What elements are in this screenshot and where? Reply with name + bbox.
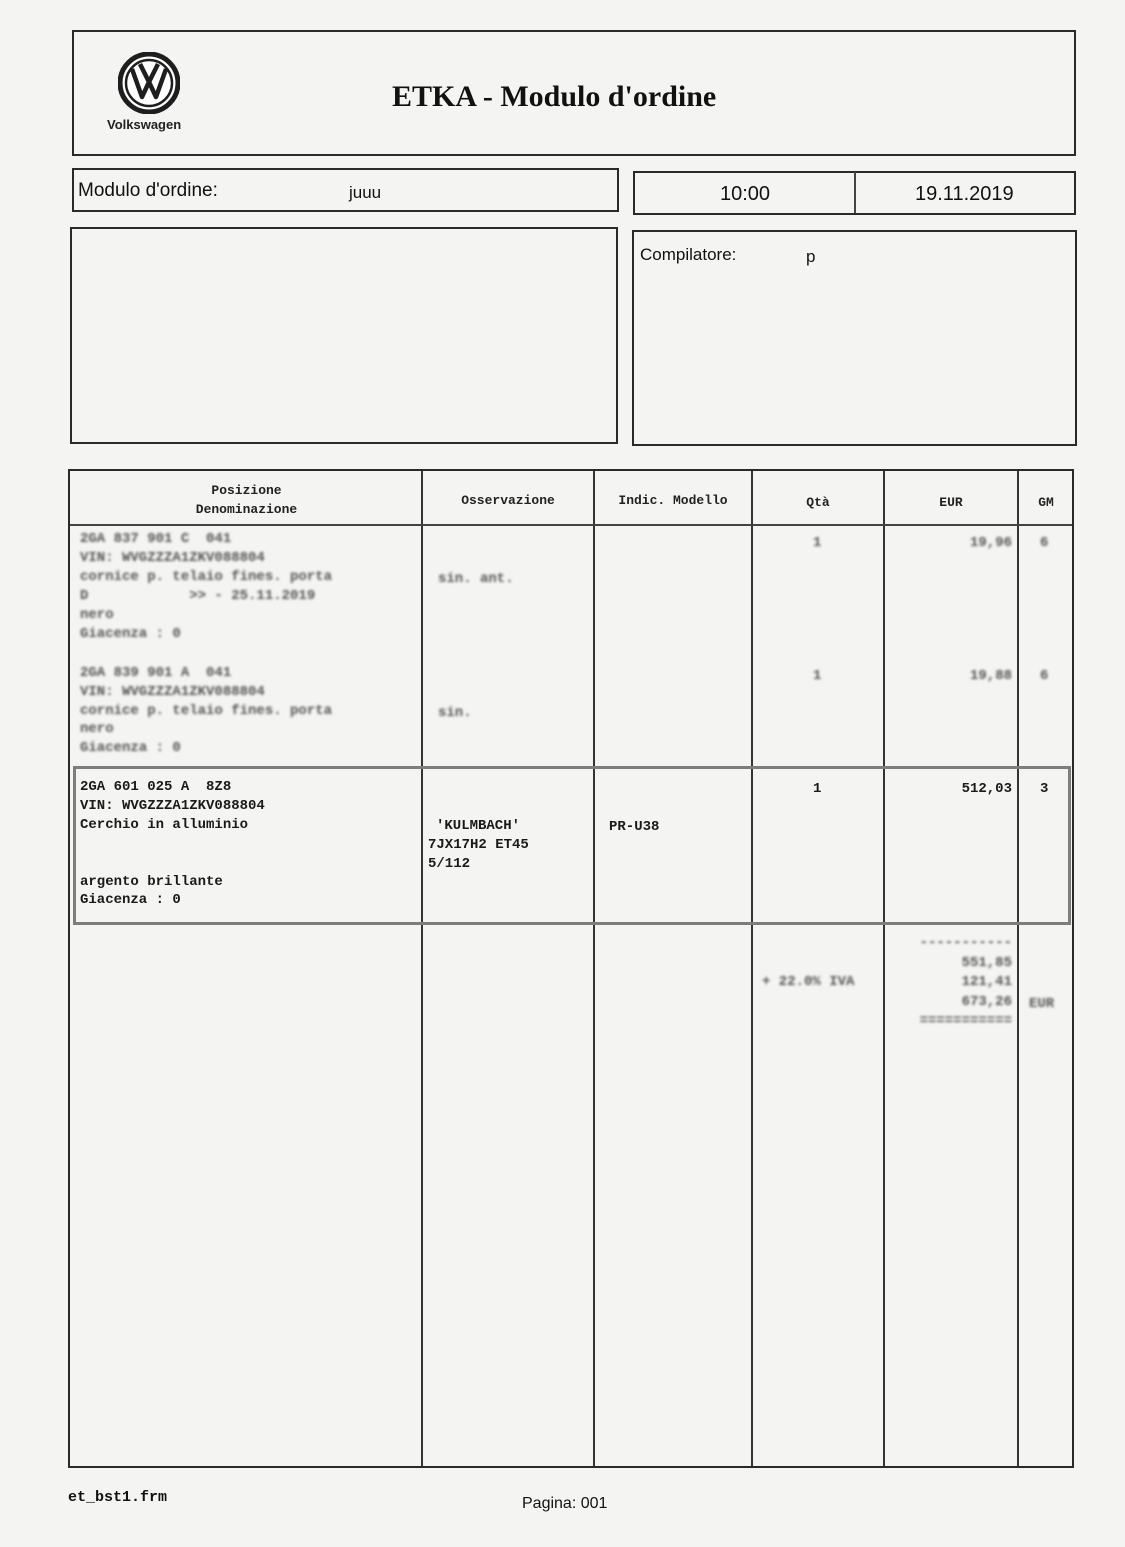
row2-part: 2GA 839 901 A 041 <box>80 665 232 681</box>
row2-gm: 6 <box>1040 668 1049 684</box>
row3-note-line3: 5/112 <box>428 856 471 872</box>
page-title: ETKA - Modulo d'ordine <box>392 80 717 113</box>
column-divider <box>593 471 595 1466</box>
header-note: Osservazione <box>461 493 555 508</box>
header-divider <box>70 524 1072 526</box>
header-qty: Qtà <box>806 495 830 510</box>
vat-label: + 22.0% IVA <box>762 974 855 990</box>
row1-gm: 6 <box>1040 535 1049 551</box>
row2-eur: 19,88 <box>969 668 1012 684</box>
header-eur: EUR <box>939 495 963 510</box>
totals-double-line: =========== <box>919 1013 1012 1029</box>
brand-name: Volkswagen <box>107 117 182 132</box>
row1-desc: cornice p. telaio fines. porta <box>80 569 333 585</box>
row2-qty: 1 <box>813 668 822 684</box>
row1-stock: Giacenza : 0 <box>80 626 181 642</box>
row3-note-line1: 'KULMBACH' <box>436 818 521 834</box>
header-denomination: Denominazione <box>195 502 298 517</box>
row3-gm: 3 <box>1040 781 1049 797</box>
row3-vin: VIN: WVGZZZA1ZKV088804 <box>80 798 265 814</box>
row1-vin: VIN: WVGZZZA1ZKV088804 <box>80 550 265 566</box>
vw-logo-icon <box>118 52 180 114</box>
header-position: Posizione <box>211 483 282 498</box>
order-time: 10:00 <box>720 183 771 205</box>
page-number: Pagina: 001 <box>522 1495 608 1512</box>
column-divider <box>421 471 423 1466</box>
datetime-divider <box>854 172 856 213</box>
row1-color: nero <box>80 607 114 623</box>
row3-model: PR-U38 <box>609 819 660 835</box>
header-gm: GM <box>1038 495 1054 510</box>
row3-color: argento brillante <box>80 874 223 890</box>
vat-value: 121,41 <box>961 974 1012 990</box>
column-divider <box>883 471 885 1466</box>
row1-extra: D >> - 25.11.2019 <box>80 588 316 604</box>
row1-note: sin. ant. <box>438 571 514 587</box>
form-filename: et_bst1.frm <box>68 1489 168 1506</box>
address-box <box>70 227 618 444</box>
row3-part: 2GA 601 025 A 8Z8 <box>80 779 232 795</box>
row2-note: sin. <box>438 705 472 721</box>
row3-eur: 512,03 <box>961 781 1012 797</box>
row2-vin: VIN: WVGZZZA1ZKV088804 <box>80 684 265 700</box>
order-date: 19.11.2019 <box>915 183 1014 205</box>
subtotal-value: 551,85 <box>961 955 1012 971</box>
header-model: Indic. Modello <box>618 493 728 508</box>
row2-stock: Giacenza : 0 <box>80 740 181 756</box>
row1-eur: 19,96 <box>969 535 1012 551</box>
total-value: 673,26 <box>961 994 1012 1010</box>
column-divider <box>1017 471 1019 1466</box>
order-label: Modulo d'ordine: <box>78 180 218 201</box>
order-value: juuu <box>349 183 382 202</box>
totals-dash-line: ----------- <box>919 935 1012 951</box>
row3-stock: Giacenza : 0 <box>80 892 181 908</box>
row3-note-line2: 7JX17H2 ET45 <box>428 837 529 853</box>
row2-desc: cornice p. telaio fines. porta <box>80 703 333 719</box>
row3-desc: Cerchio in alluminio <box>80 817 249 833</box>
row3-qty: 1 <box>813 781 822 797</box>
row1-qty: 1 <box>813 535 822 551</box>
column-divider <box>751 471 753 1466</box>
total-currency: EUR <box>1029 996 1055 1012</box>
row1-part: 2GA 837 901 C 041 <box>80 531 232 547</box>
compiler-label: Compilatore: <box>640 245 737 264</box>
compiler-value: p <box>806 247 816 266</box>
row2-color: nero <box>80 721 114 737</box>
